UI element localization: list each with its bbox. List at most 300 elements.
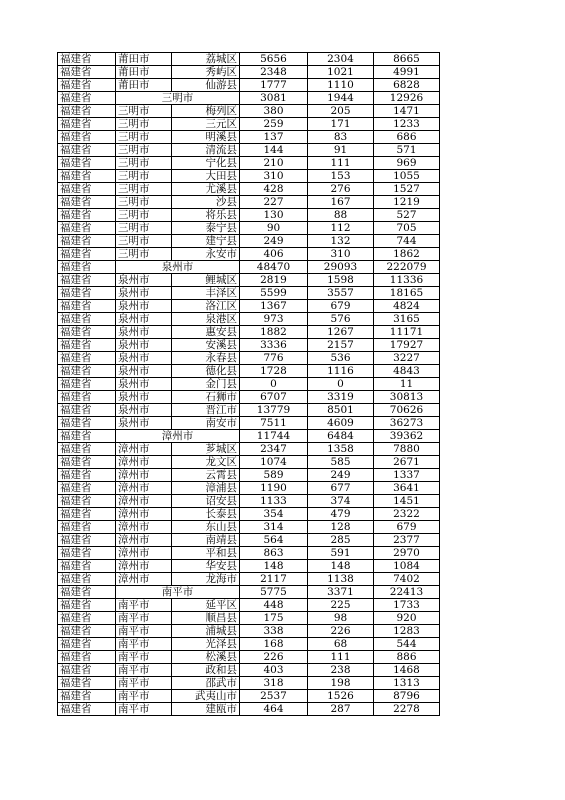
city-cell: 漳州市 bbox=[116, 469, 172, 482]
city-cell: 泉州市 bbox=[116, 404, 172, 417]
value-2-cell: 171 bbox=[308, 118, 374, 131]
county-cell: 浦城县 bbox=[172, 625, 240, 638]
value-1-cell: 227 bbox=[240, 196, 308, 209]
county-cell: 鲤城区 bbox=[172, 274, 240, 287]
table-row bbox=[58, 313, 440, 326]
county-cell: 华安县 bbox=[172, 560, 240, 573]
table-row bbox=[58, 170, 440, 183]
county-cell: 顺昌县 bbox=[172, 612, 240, 625]
value-1-cell: 1133 bbox=[240, 495, 308, 508]
table-row bbox=[58, 365, 440, 378]
city-cell: 三明市 bbox=[116, 222, 172, 235]
province-cell: 福建省 bbox=[58, 677, 116, 690]
value-2-cell: 1138 bbox=[308, 573, 374, 586]
value-2-cell: 2304 bbox=[308, 53, 374, 66]
province-cell: 福建省 bbox=[58, 300, 116, 313]
county-cell: 泰宁县 bbox=[172, 222, 240, 235]
value-2-cell: 98 bbox=[308, 612, 374, 625]
city-cell: 南平市 bbox=[116, 612, 172, 625]
value-3-cell: 969 bbox=[374, 157, 440, 170]
value-2-cell: 6484 bbox=[308, 430, 374, 443]
value-3-cell: 4991 bbox=[374, 66, 440, 79]
value-2-cell: 238 bbox=[308, 664, 374, 677]
value-1-cell: 90 bbox=[240, 222, 308, 235]
city-cell: 莆田市 bbox=[116, 66, 172, 79]
value-1-cell: 148 bbox=[240, 560, 308, 573]
province-cell: 福建省 bbox=[58, 417, 116, 430]
table-row bbox=[58, 248, 440, 261]
city-cell: 三明市 bbox=[116, 105, 172, 118]
province-cell: 福建省 bbox=[58, 638, 116, 651]
value-3-cell: 544 bbox=[374, 638, 440, 651]
value-2-cell: 1526 bbox=[308, 690, 374, 703]
table-row bbox=[58, 118, 440, 131]
province-cell: 福建省 bbox=[58, 586, 116, 599]
value-3-cell: 2377 bbox=[374, 534, 440, 547]
value-2-cell: 111 bbox=[308, 651, 374, 664]
city-cell: 南平市 bbox=[116, 638, 172, 651]
value-1-cell: 249 bbox=[240, 235, 308, 248]
province-cell: 福建省 bbox=[58, 170, 116, 183]
province-cell: 福建省 bbox=[58, 378, 116, 391]
province-cell: 福建省 bbox=[58, 53, 116, 66]
city-summary-row bbox=[58, 261, 440, 274]
county-cell: 东山县 bbox=[172, 521, 240, 534]
county-cell: 秀屿区 bbox=[172, 66, 240, 79]
value-3-cell: 679 bbox=[374, 521, 440, 534]
value-3-cell: 36273 bbox=[374, 417, 440, 430]
county-cell: 政和县 bbox=[172, 664, 240, 677]
province-cell: 福建省 bbox=[58, 209, 116, 222]
value-1-cell: 13779 bbox=[240, 404, 308, 417]
table-row bbox=[58, 157, 440, 170]
table-row bbox=[58, 66, 440, 79]
city-cell: 漳州市 bbox=[116, 573, 172, 586]
table-row bbox=[58, 521, 440, 534]
table-row bbox=[58, 638, 440, 651]
province-cell: 福建省 bbox=[58, 612, 116, 625]
value-3-cell: 1862 bbox=[374, 248, 440, 261]
value-3-cell: 222079 bbox=[374, 261, 440, 274]
city-cell: 南平市 bbox=[116, 690, 172, 703]
table-row bbox=[58, 391, 440, 404]
table-row bbox=[58, 443, 440, 456]
value-2-cell: 2157 bbox=[308, 339, 374, 352]
city-cell: 漳州市 bbox=[116, 456, 172, 469]
city-cell: 泉州市 bbox=[116, 391, 172, 404]
value-3-cell: 1233 bbox=[374, 118, 440, 131]
value-1-cell: 464 bbox=[240, 703, 308, 716]
value-2-cell: 112 bbox=[308, 222, 374, 235]
county-cell: 延平区 bbox=[172, 599, 240, 612]
province-cell: 福建省 bbox=[58, 235, 116, 248]
city-summary-row bbox=[58, 92, 440, 105]
value-1-cell: 5599 bbox=[240, 287, 308, 300]
value-2-cell: 111 bbox=[308, 157, 374, 170]
value-3-cell: 686 bbox=[374, 131, 440, 144]
value-3-cell: 18165 bbox=[374, 287, 440, 300]
value-3-cell: 1451 bbox=[374, 495, 440, 508]
value-1-cell: 314 bbox=[240, 521, 308, 534]
county-cell: 金门县 bbox=[172, 378, 240, 391]
value-1-cell: 2537 bbox=[240, 690, 308, 703]
city-cell: 三明市 bbox=[116, 235, 172, 248]
value-2-cell: 679 bbox=[308, 300, 374, 313]
value-1-cell: 2117 bbox=[240, 573, 308, 586]
city-cell: 南平市 bbox=[116, 625, 172, 638]
value-2-cell: 29093 bbox=[308, 261, 374, 274]
province-cell: 福建省 bbox=[58, 495, 116, 508]
value-2-cell: 4609 bbox=[308, 417, 374, 430]
city-cell: 漳州市 bbox=[116, 534, 172, 547]
value-2-cell: 68 bbox=[308, 638, 374, 651]
value-3-cell: 1527 bbox=[374, 183, 440, 196]
city-cell: 漳州市 bbox=[116, 560, 172, 573]
table-row bbox=[58, 625, 440, 638]
county-cell: 龙海市 bbox=[172, 573, 240, 586]
value-3-cell: 11171 bbox=[374, 326, 440, 339]
county-cell: 三元区 bbox=[172, 118, 240, 131]
province-cell: 福建省 bbox=[58, 287, 116, 300]
value-1-cell: 428 bbox=[240, 183, 308, 196]
table-row bbox=[58, 235, 440, 248]
value-1-cell: 48470 bbox=[240, 261, 308, 274]
value-2-cell: 3319 bbox=[308, 391, 374, 404]
county-cell: 石狮市 bbox=[172, 391, 240, 404]
city-cell: 漳州市 bbox=[116, 547, 172, 560]
value-3-cell: 1219 bbox=[374, 196, 440, 209]
table-row bbox=[58, 690, 440, 703]
table-row bbox=[58, 456, 440, 469]
province-cell: 福建省 bbox=[58, 404, 116, 417]
province-cell: 福建省 bbox=[58, 222, 116, 235]
county-cell: 洛江区 bbox=[172, 300, 240, 313]
value-1-cell: 863 bbox=[240, 547, 308, 560]
value-1-cell: 210 bbox=[240, 157, 308, 170]
value-1-cell: 589 bbox=[240, 469, 308, 482]
value-2-cell: 585 bbox=[308, 456, 374, 469]
province-cell: 福建省 bbox=[58, 144, 116, 157]
value-3-cell: 70626 bbox=[374, 404, 440, 417]
value-3-cell: 1055 bbox=[374, 170, 440, 183]
value-3-cell: 4843 bbox=[374, 365, 440, 378]
value-3-cell: 4824 bbox=[374, 300, 440, 313]
county-cell: 大田县 bbox=[172, 170, 240, 183]
province-cell: 福建省 bbox=[58, 339, 116, 352]
value-1-cell: 354 bbox=[240, 508, 308, 521]
province-cell: 福建省 bbox=[58, 248, 116, 261]
value-1-cell: 1882 bbox=[240, 326, 308, 339]
value-2-cell: 287 bbox=[308, 703, 374, 716]
city-cell: 漳州市 bbox=[116, 521, 172, 534]
county-cell: 光泽县 bbox=[172, 638, 240, 651]
value-2-cell: 591 bbox=[308, 547, 374, 560]
city-cell: 三明市 bbox=[116, 183, 172, 196]
province-cell: 福建省 bbox=[58, 547, 116, 560]
value-2-cell: 1598 bbox=[308, 274, 374, 287]
county-cell: 安溪县 bbox=[172, 339, 240, 352]
province-cell: 福建省 bbox=[58, 92, 116, 105]
city-cell: 三明市 bbox=[116, 196, 172, 209]
value-1-cell: 130 bbox=[240, 209, 308, 222]
city-cell: 漳州市 bbox=[116, 495, 172, 508]
city-cell: 莆田市 bbox=[116, 53, 172, 66]
value-2-cell: 8501 bbox=[308, 404, 374, 417]
city-merged-cell: 三明市 bbox=[116, 92, 240, 105]
table-row bbox=[58, 326, 440, 339]
value-2-cell: 83 bbox=[308, 131, 374, 144]
value-2-cell: 310 bbox=[308, 248, 374, 261]
value-2-cell: 1110 bbox=[308, 79, 374, 92]
county-cell: 南安市 bbox=[172, 417, 240, 430]
county-cell: 明溪县 bbox=[172, 131, 240, 144]
value-3-cell: 11 bbox=[374, 378, 440, 391]
value-3-cell: 920 bbox=[374, 612, 440, 625]
province-cell: 福建省 bbox=[58, 352, 116, 365]
city-cell: 泉州市 bbox=[116, 378, 172, 391]
province-cell: 福建省 bbox=[58, 118, 116, 131]
city-cell: 三明市 bbox=[116, 131, 172, 144]
value-1-cell: 5775 bbox=[240, 586, 308, 599]
province-cell: 福建省 bbox=[58, 456, 116, 469]
value-2-cell: 3371 bbox=[308, 586, 374, 599]
value-3-cell: 2322 bbox=[374, 508, 440, 521]
table-row bbox=[58, 274, 440, 287]
value-2-cell: 128 bbox=[308, 521, 374, 534]
city-merged-cell: 泉州市 bbox=[116, 261, 240, 274]
province-cell: 福建省 bbox=[58, 651, 116, 664]
city-cell: 南平市 bbox=[116, 677, 172, 690]
county-cell: 梅列区 bbox=[172, 105, 240, 118]
value-1-cell: 2819 bbox=[240, 274, 308, 287]
province-cell: 福建省 bbox=[58, 131, 116, 144]
city-cell: 南平市 bbox=[116, 664, 172, 677]
value-1-cell: 6707 bbox=[240, 391, 308, 404]
county-cell: 漳浦县 bbox=[172, 482, 240, 495]
value-1-cell: 168 bbox=[240, 638, 308, 651]
province-cell: 福建省 bbox=[58, 521, 116, 534]
table-row bbox=[58, 482, 440, 495]
value-3-cell: 571 bbox=[374, 144, 440, 157]
value-2-cell: 91 bbox=[308, 144, 374, 157]
city-summary-row bbox=[58, 430, 440, 443]
value-1-cell: 175 bbox=[240, 612, 308, 625]
county-cell: 武夷山市 bbox=[172, 690, 240, 703]
value-1-cell: 318 bbox=[240, 677, 308, 690]
table-row bbox=[58, 573, 440, 586]
city-cell: 泉州市 bbox=[116, 287, 172, 300]
city-cell: 南平市 bbox=[116, 651, 172, 664]
county-cell: 建宁县 bbox=[172, 235, 240, 248]
value-2-cell: 1267 bbox=[308, 326, 374, 339]
province-cell: 福建省 bbox=[58, 183, 116, 196]
city-cell: 三明市 bbox=[116, 157, 172, 170]
value-2-cell: 198 bbox=[308, 677, 374, 690]
value-3-cell: 1283 bbox=[374, 625, 440, 638]
table-row bbox=[58, 79, 440, 92]
province-cell: 福建省 bbox=[58, 508, 116, 521]
value-3-cell: 11336 bbox=[374, 274, 440, 287]
table-row bbox=[58, 417, 440, 430]
table-row bbox=[58, 703, 440, 716]
table-row bbox=[58, 664, 440, 677]
county-cell: 永春县 bbox=[172, 352, 240, 365]
value-1-cell: 5656 bbox=[240, 53, 308, 66]
value-3-cell: 1313 bbox=[374, 677, 440, 690]
value-3-cell: 22413 bbox=[374, 586, 440, 599]
county-cell: 长泰县 bbox=[172, 508, 240, 521]
province-cell: 福建省 bbox=[58, 690, 116, 703]
county-cell: 清流县 bbox=[172, 144, 240, 157]
province-cell: 福建省 bbox=[58, 573, 116, 586]
county-cell: 建瓯市 bbox=[172, 703, 240, 716]
table-row bbox=[58, 469, 440, 482]
value-2-cell: 1944 bbox=[308, 92, 374, 105]
value-2-cell: 132 bbox=[308, 235, 374, 248]
city-cell: 泉州市 bbox=[116, 326, 172, 339]
value-1-cell: 448 bbox=[240, 599, 308, 612]
city-merged-cell: 漳州市 bbox=[116, 430, 240, 443]
table-row bbox=[58, 287, 440, 300]
city-cell: 三明市 bbox=[116, 170, 172, 183]
city-cell: 南平市 bbox=[116, 703, 172, 716]
value-2-cell: 576 bbox=[308, 313, 374, 326]
province-cell: 福建省 bbox=[58, 326, 116, 339]
value-1-cell: 2347 bbox=[240, 443, 308, 456]
county-cell: 云霄县 bbox=[172, 469, 240, 482]
value-2-cell: 225 bbox=[308, 599, 374, 612]
county-cell: 龙文区 bbox=[172, 456, 240, 469]
city-cell: 莆田市 bbox=[116, 79, 172, 92]
value-2-cell: 276 bbox=[308, 183, 374, 196]
city-cell: 三明市 bbox=[116, 248, 172, 261]
value-2-cell: 1358 bbox=[308, 443, 374, 456]
value-3-cell: 1471 bbox=[374, 105, 440, 118]
city-summary-row bbox=[58, 586, 440, 599]
city-cell: 泉州市 bbox=[116, 313, 172, 326]
province-cell: 福建省 bbox=[58, 157, 116, 170]
table-row bbox=[58, 651, 440, 664]
county-cell: 沙县 bbox=[172, 196, 240, 209]
province-cell: 福建省 bbox=[58, 664, 116, 677]
province-cell: 福建省 bbox=[58, 365, 116, 378]
city-cell: 泉州市 bbox=[116, 365, 172, 378]
province-cell: 福建省 bbox=[58, 105, 116, 118]
value-2-cell: 0 bbox=[308, 378, 374, 391]
county-cell: 德化县 bbox=[172, 365, 240, 378]
value-1-cell: 1777 bbox=[240, 79, 308, 92]
city-cell: 漳州市 bbox=[116, 482, 172, 495]
city-cell: 漳州市 bbox=[116, 443, 172, 456]
value-1-cell: 776 bbox=[240, 352, 308, 365]
table-row bbox=[58, 131, 440, 144]
value-3-cell: 39362 bbox=[374, 430, 440, 443]
value-2-cell: 1116 bbox=[308, 365, 374, 378]
value-3-cell: 7402 bbox=[374, 573, 440, 586]
province-cell: 福建省 bbox=[58, 313, 116, 326]
table-row bbox=[58, 534, 440, 547]
value-3-cell: 3165 bbox=[374, 313, 440, 326]
city-cell: 三明市 bbox=[116, 118, 172, 131]
value-3-cell: 886 bbox=[374, 651, 440, 664]
value-3-cell: 3641 bbox=[374, 482, 440, 495]
value-1-cell: 144 bbox=[240, 144, 308, 157]
city-cell: 泉州市 bbox=[116, 339, 172, 352]
value-3-cell: 744 bbox=[374, 235, 440, 248]
value-2-cell: 153 bbox=[308, 170, 374, 183]
table-row bbox=[58, 300, 440, 313]
table-row bbox=[58, 508, 440, 521]
province-cell: 福建省 bbox=[58, 443, 116, 456]
county-cell: 尤溪县 bbox=[172, 183, 240, 196]
table-row bbox=[58, 183, 440, 196]
value-2-cell: 88 bbox=[308, 209, 374, 222]
value-1-cell: 3081 bbox=[240, 92, 308, 105]
value-2-cell: 536 bbox=[308, 352, 374, 365]
province-cell: 福建省 bbox=[58, 599, 116, 612]
value-3-cell: 8665 bbox=[374, 53, 440, 66]
value-3-cell: 1733 bbox=[374, 599, 440, 612]
province-cell: 福建省 bbox=[58, 482, 116, 495]
province-cell: 福建省 bbox=[58, 79, 116, 92]
city-merged-cell: 南平市 bbox=[116, 586, 240, 599]
city-cell: 泉州市 bbox=[116, 300, 172, 313]
value-1-cell: 403 bbox=[240, 664, 308, 677]
value-3-cell: 2671 bbox=[374, 456, 440, 469]
value-3-cell: 6828 bbox=[374, 79, 440, 92]
value-1-cell: 137 bbox=[240, 131, 308, 144]
table-row bbox=[58, 53, 440, 66]
value-1-cell: 406 bbox=[240, 248, 308, 261]
value-3-cell: 12926 bbox=[374, 92, 440, 105]
county-cell: 诏安县 bbox=[172, 495, 240, 508]
value-3-cell: 30813 bbox=[374, 391, 440, 404]
province-cell: 福建省 bbox=[58, 430, 116, 443]
province-cell: 福建省 bbox=[58, 274, 116, 287]
city-cell: 三明市 bbox=[116, 144, 172, 157]
province-cell: 福建省 bbox=[58, 196, 116, 209]
city-cell: 泉州市 bbox=[116, 274, 172, 287]
value-3-cell: 7880 bbox=[374, 443, 440, 456]
table-row bbox=[58, 144, 440, 157]
county-cell: 将乐县 bbox=[172, 209, 240, 222]
value-1-cell: 2348 bbox=[240, 66, 308, 79]
value-3-cell: 705 bbox=[374, 222, 440, 235]
county-cell: 邵武市 bbox=[172, 677, 240, 690]
value-1-cell: 1074 bbox=[240, 456, 308, 469]
county-cell: 宁化县 bbox=[172, 157, 240, 170]
table-row bbox=[58, 599, 440, 612]
value-3-cell: 1468 bbox=[374, 664, 440, 677]
county-cell: 芗城区 bbox=[172, 443, 240, 456]
county-cell: 惠安县 bbox=[172, 326, 240, 339]
value-1-cell: 310 bbox=[240, 170, 308, 183]
value-1-cell: 3336 bbox=[240, 339, 308, 352]
county-cell: 南靖县 bbox=[172, 534, 240, 547]
value-3-cell: 17927 bbox=[374, 339, 440, 352]
table-row bbox=[58, 404, 440, 417]
table-row bbox=[58, 339, 440, 352]
table-row bbox=[58, 222, 440, 235]
province-cell: 福建省 bbox=[58, 391, 116, 404]
value-3-cell: 3227 bbox=[374, 352, 440, 365]
value-2-cell: 167 bbox=[308, 196, 374, 209]
county-cell: 永安市 bbox=[172, 248, 240, 261]
table-row bbox=[58, 352, 440, 365]
table-body bbox=[58, 53, 440, 716]
value-1-cell: 1728 bbox=[240, 365, 308, 378]
table-row bbox=[58, 209, 440, 222]
